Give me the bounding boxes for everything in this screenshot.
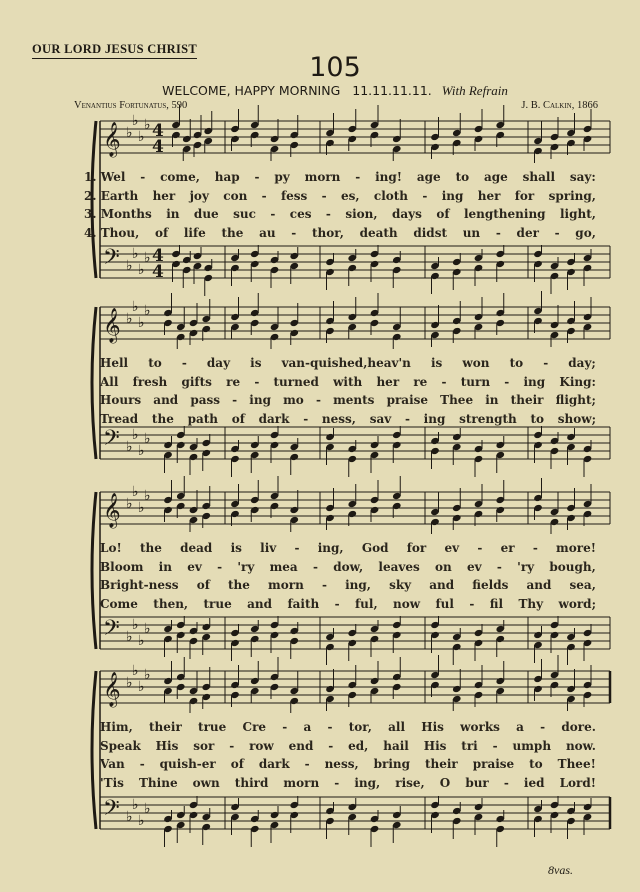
syllable: -	[321, 188, 327, 203]
time-signature: 4	[152, 246, 164, 266]
syllable: then,	[153, 596, 189, 611]
syllable: mo	[283, 393, 304, 407]
flat-icon: ♭	[138, 129, 145, 145]
lyric-line-verse-3	[84, 205, 596, 224]
syllable: dead	[180, 541, 213, 555]
bass-clef-icon: 𝄢	[103, 245, 120, 275]
syllable: is	[250, 356, 262, 370]
syllable: -	[270, 207, 276, 221]
syllable: der	[516, 225, 539, 240]
syllable: ev	[467, 559, 482, 574]
syllable: shall	[522, 170, 556, 184]
syllable: -	[504, 374, 510, 389]
syllable: -	[496, 559, 502, 574]
syllable: 3. Months	[84, 207, 152, 221]
syllable: -	[291, 225, 297, 240]
brace	[92, 671, 96, 829]
syllable: sav	[369, 411, 392, 426]
syllable: er	[500, 541, 515, 555]
syllable: dark	[258, 411, 290, 426]
syllable: -	[217, 559, 223, 574]
syllable: gifts	[181, 374, 212, 389]
lyrics-block	[100, 718, 596, 792]
syllable: morn	[268, 578, 304, 592]
syllable: of	[154, 225, 169, 240]
syllable: ing,	[354, 775, 381, 790]
syllable: -	[355, 170, 361, 184]
syllable: 4. Thou,	[84, 225, 140, 240]
syllable: -	[469, 596, 475, 611]
flat-icon: ♭	[132, 663, 139, 679]
syllable: His	[423, 738, 447, 753]
author-credit: Venantius Fortunatus, 590	[74, 100, 188, 111]
syllable: joy	[189, 188, 209, 203]
time-signature: 4	[152, 121, 164, 141]
syllable: her	[152, 188, 176, 203]
syllable: Speak	[100, 738, 141, 753]
syllable: -	[327, 720, 333, 734]
syllable: the	[139, 541, 162, 555]
flat-icon: ♭	[132, 797, 139, 813]
syllable: fess	[280, 188, 308, 203]
syllable: -	[334, 775, 340, 790]
syllable: go,	[575, 225, 596, 240]
flat-icon: ♭	[138, 315, 145, 331]
syllable: Bright-ness	[100, 578, 179, 592]
syllable: re	[226, 374, 241, 389]
syllable: and	[247, 596, 273, 611]
syllable: to	[148, 356, 162, 370]
syllable: their	[424, 757, 458, 771]
syllable: bough,	[549, 559, 596, 574]
lyric-line-verse-1	[84, 168, 596, 187]
syllable: spring,	[548, 188, 596, 203]
syllable: pass	[190, 393, 221, 407]
syllable: ev	[444, 541, 460, 555]
syllable: say:	[569, 170, 596, 184]
syllable: Hell	[100, 356, 129, 370]
lyric-line-verse-2	[100, 373, 596, 392]
syllable: ful	[435, 596, 454, 611]
syllable: ing	[423, 411, 446, 426]
syllable: ing	[523, 374, 546, 389]
syllable: -	[441, 374, 447, 389]
flat-icon: ♭	[126, 809, 133, 825]
syllable: hap	[214, 170, 240, 184]
syllable: ing,	[317, 541, 344, 555]
syllable: end	[288, 738, 314, 753]
syllable: for	[514, 188, 535, 203]
syllable: -	[477, 541, 483, 555]
syllable: in	[166, 207, 180, 221]
syllable: Lo!	[100, 541, 122, 555]
syllable: ful,	[355, 596, 378, 611]
syllable: bring	[373, 757, 410, 771]
syllable: es,	[340, 188, 360, 203]
syllable: morn	[304, 170, 341, 184]
syllable: in	[485, 393, 499, 407]
flat-icon: ♭	[138, 813, 145, 829]
syllable: third	[234, 775, 269, 790]
syllable: ied	[523, 775, 545, 790]
lyric-line-verse-1	[100, 354, 596, 373]
syllable: Van	[100, 757, 125, 771]
flat-icon: ♭	[126, 675, 133, 691]
syllable: praise	[472, 757, 515, 771]
syllable: a	[303, 720, 312, 734]
treble-clef-icon: 𝄞	[103, 493, 121, 528]
syllable: a	[516, 720, 524, 734]
syllable: to	[530, 411, 545, 426]
treble-clef-icon: 𝄞	[103, 122, 121, 157]
brace	[92, 307, 96, 459]
flat-icon: ♭	[126, 258, 133, 274]
flat-icon: ♭	[144, 117, 151, 133]
syllable: sion,	[345, 207, 378, 221]
syllable: umph	[512, 738, 552, 753]
lyrics-block	[84, 168, 596, 242]
syllable: with	[333, 374, 363, 389]
time-signature: 4	[152, 262, 164, 282]
syllable: -	[321, 578, 327, 592]
syllable: flight;	[555, 393, 596, 407]
syllable: now	[393, 596, 421, 611]
syllable: suc	[233, 207, 256, 221]
syllable: for	[406, 541, 427, 555]
flat-icon: ♭	[144, 667, 151, 683]
syllable: His	[155, 738, 179, 753]
syllable: -	[232, 393, 238, 407]
lyrics-block	[100, 354, 596, 428]
flat-icon: ♭	[126, 496, 133, 512]
syllable: Thine	[139, 775, 178, 790]
hymn-title-line	[0, 83, 640, 99]
syllable: word;	[558, 596, 596, 611]
syllable: -	[325, 207, 331, 221]
syllable: days	[392, 207, 422, 221]
flat-icon: ♭	[132, 246, 139, 262]
syllable: sor	[193, 738, 215, 753]
syllable: light,	[560, 207, 596, 221]
syllable: day;	[568, 356, 596, 370]
syllable: is	[230, 541, 242, 555]
flat-icon: ♭	[144, 431, 151, 447]
hymn-number: 105	[309, 52, 361, 83]
syllable: morn	[283, 775, 320, 790]
syllable: -	[532, 541, 538, 555]
syllable: His	[421, 720, 444, 734]
syllable: ing!	[375, 170, 403, 184]
flat-icon: ♭	[144, 621, 151, 637]
syllable: -	[554, 225, 560, 240]
lyric-line-verse-4	[100, 410, 596, 429]
syllable: own	[192, 775, 220, 790]
flat-icon: ♭	[138, 679, 145, 695]
syllable: true	[203, 596, 232, 611]
syllable: come,	[160, 170, 200, 184]
syllable: age	[416, 170, 441, 184]
syllable: 'Tis	[100, 775, 124, 790]
syllable: of	[231, 411, 245, 426]
syllable: 2. Earth	[84, 188, 139, 203]
meter: 11.11.11.11.	[352, 83, 432, 98]
syllable: dore.	[561, 720, 596, 734]
syllable: life	[183, 225, 206, 240]
syllable: -	[503, 775, 509, 790]
flat-icon: ♭	[144, 488, 151, 504]
syllable: dow,	[333, 559, 364, 574]
flat-icon: ♭	[138, 633, 145, 649]
syllable: bur	[465, 775, 489, 790]
syllable: au	[259, 225, 276, 240]
syllable: Tread	[100, 411, 139, 426]
lyric-line-verse-1	[100, 718, 596, 737]
lyric-line-verse-4	[100, 595, 596, 614]
syllable: now.	[565, 738, 596, 753]
syllable: tri	[461, 738, 478, 753]
flat-icon: ♭	[138, 262, 145, 278]
syllable: strength	[459, 411, 517, 426]
syllable: her	[376, 374, 400, 389]
syllable: Thee	[440, 393, 474, 407]
syllable: Hours	[100, 393, 142, 407]
syllable: ing,	[345, 578, 371, 592]
syllable: -	[229, 738, 235, 753]
flat-icon: ♭	[132, 484, 139, 500]
syllable: fields	[472, 578, 509, 592]
syllable: O	[439, 775, 451, 790]
syllable: ces	[289, 207, 312, 221]
syllable: -	[312, 559, 318, 574]
bass-clef-icon: 𝄢	[103, 616, 120, 646]
syllable: praise	[386, 393, 429, 407]
hymn-title: WELCOME, HAPPY MORNING	[162, 83, 341, 98]
bass-clef-icon: 𝄢	[103, 796, 120, 826]
syllable: 'ry	[517, 559, 535, 574]
syllable: con	[223, 188, 248, 203]
syllable: sky	[389, 578, 412, 592]
composer-credit: J. B. Calkin, 1866	[521, 100, 598, 111]
syllable: of	[230, 757, 244, 771]
syllable: of	[196, 578, 210, 592]
syllable: -	[495, 225, 501, 240]
syllable: ness,	[321, 411, 356, 426]
flat-icon: ♭	[132, 113, 139, 129]
syllable: -	[254, 374, 260, 389]
syllable: true	[198, 720, 227, 734]
syllable: and	[429, 578, 455, 592]
syllable: 'ry	[237, 559, 255, 574]
lyric-line-verse-2	[100, 737, 596, 756]
syllable: -	[294, 541, 300, 555]
syllable: -	[492, 738, 498, 753]
lyric-line-verse-4	[100, 774, 596, 793]
syllable: fresh	[132, 374, 168, 389]
syllable: ness,	[324, 757, 359, 771]
syllable: lengthening	[463, 207, 546, 221]
lyric-line-verse-3	[100, 576, 596, 595]
syllable: death	[359, 225, 398, 240]
syllable: turned	[273, 374, 319, 389]
treble-clef-icon: 𝄞	[103, 308, 121, 343]
flat-icon: ♭	[126, 629, 133, 645]
lyric-line-verse-2	[100, 558, 596, 577]
syllable: the	[228, 578, 250, 592]
syllable: show;	[557, 411, 596, 426]
syllable: row	[249, 738, 274, 753]
syllable: quish-er	[159, 757, 216, 771]
syllable: due	[193, 207, 219, 221]
syllable: un	[462, 225, 481, 240]
flat-icon: ♭	[144, 801, 151, 817]
syllable: day	[206, 356, 231, 370]
syllable: -	[422, 188, 428, 203]
syllable: -	[334, 596, 340, 611]
syllable: -	[543, 356, 549, 370]
syllable: faith	[287, 596, 320, 611]
syllable: re	[413, 374, 428, 389]
syllable: hail	[383, 738, 409, 753]
lyrics-block	[100, 539, 596, 613]
syllable: tor,	[348, 720, 372, 734]
syllable: -	[261, 188, 267, 203]
flat-icon: ♭	[126, 125, 133, 141]
syllable: -	[139, 757, 145, 771]
syllable: their	[510, 393, 544, 407]
syllable: is	[430, 356, 443, 370]
syllable: King:	[559, 374, 596, 389]
syllable: liv	[260, 541, 277, 555]
brace	[92, 492, 96, 649]
lyric-line-verse-2	[84, 187, 596, 206]
flat-icon: ♭	[138, 443, 145, 459]
syllable: ing	[249, 393, 271, 407]
syllable: -	[254, 170, 260, 184]
flat-icon: ♭	[138, 500, 145, 516]
syllable: cloth	[373, 188, 409, 203]
syllable: -	[140, 170, 146, 184]
treble-clef-icon: 𝄞	[103, 672, 121, 707]
syllable: ed,	[348, 738, 369, 753]
lyric-line-verse-3	[100, 755, 596, 774]
syllable: her	[477, 188, 501, 203]
syllable: py	[274, 170, 290, 184]
flat-icon: ♭	[126, 439, 133, 455]
syllable: in	[158, 559, 172, 574]
syllable: -	[404, 411, 410, 426]
syllable: All	[100, 374, 119, 389]
syllable: -	[304, 757, 310, 771]
syllable: ments	[333, 393, 375, 407]
syllable: to	[529, 757, 543, 771]
syllable: Thee!	[557, 757, 596, 771]
syllable: Him,	[100, 720, 133, 734]
syllable: ev	[187, 559, 202, 574]
syllable: ing	[441, 188, 464, 203]
flat-icon: ♭	[126, 311, 133, 327]
syllable: thor,	[311, 225, 344, 240]
syllable: and	[526, 578, 552, 592]
flat-icon: ♭	[132, 617, 139, 633]
syllable: won	[462, 356, 490, 370]
syllable: -	[181, 356, 187, 370]
syllable: -	[540, 720, 546, 734]
ottava-marking: 8vas.	[548, 863, 573, 877]
syllable: their	[149, 720, 182, 734]
lyric-line-verse-4	[84, 224, 596, 243]
syllable: on	[435, 559, 452, 574]
syllable: works	[460, 720, 500, 734]
syllable: Thy	[518, 596, 544, 611]
syllable: turn	[460, 374, 491, 389]
lyric-line-verse-3	[100, 391, 596, 410]
lyric-line-verse-1	[100, 539, 596, 558]
syllable: van-quished,heav'n	[281, 356, 411, 370]
syllable: path	[187, 411, 218, 426]
syllable: -	[328, 738, 334, 753]
syllable: and	[153, 393, 179, 407]
syllable: God	[361, 541, 389, 555]
syllable: the	[151, 411, 174, 426]
syllable: all	[388, 720, 406, 734]
syllable: sea,	[569, 578, 596, 592]
syllable: rise,	[395, 775, 425, 790]
flat-icon: ♭	[132, 299, 139, 315]
syllable: age	[483, 170, 508, 184]
syllable: -	[282, 720, 288, 734]
syllable: more!	[556, 541, 596, 555]
section-heading: OUR LORD JESUS CHRIST	[32, 42, 197, 59]
syllable: the	[221, 225, 244, 240]
syllable: dark	[258, 757, 290, 771]
bass-clef-icon: 𝄢	[103, 426, 120, 456]
syllable: Cre	[242, 720, 267, 734]
syllable: to	[509, 356, 524, 370]
flat-icon: ♭	[144, 303, 151, 319]
syllable: -	[315, 393, 321, 407]
syllable: leaves	[378, 559, 420, 574]
syllable: mea	[269, 559, 298, 574]
time-signature: 4	[152, 137, 164, 157]
refrain-note: With Refrain	[441, 83, 508, 98]
syllable: didst	[413, 225, 447, 240]
syllable: Come	[100, 596, 138, 611]
syllable: 1. Wel	[84, 170, 126, 184]
syllable: of	[436, 207, 450, 221]
syllable: Lord!	[559, 775, 596, 790]
syllable: to	[455, 170, 470, 184]
flat-icon: ♭	[132, 427, 139, 443]
syllable: Bloom	[100, 559, 144, 574]
syllable: -	[303, 411, 309, 426]
syllable: fil	[489, 596, 504, 611]
flat-icon: ♭	[144, 250, 151, 266]
